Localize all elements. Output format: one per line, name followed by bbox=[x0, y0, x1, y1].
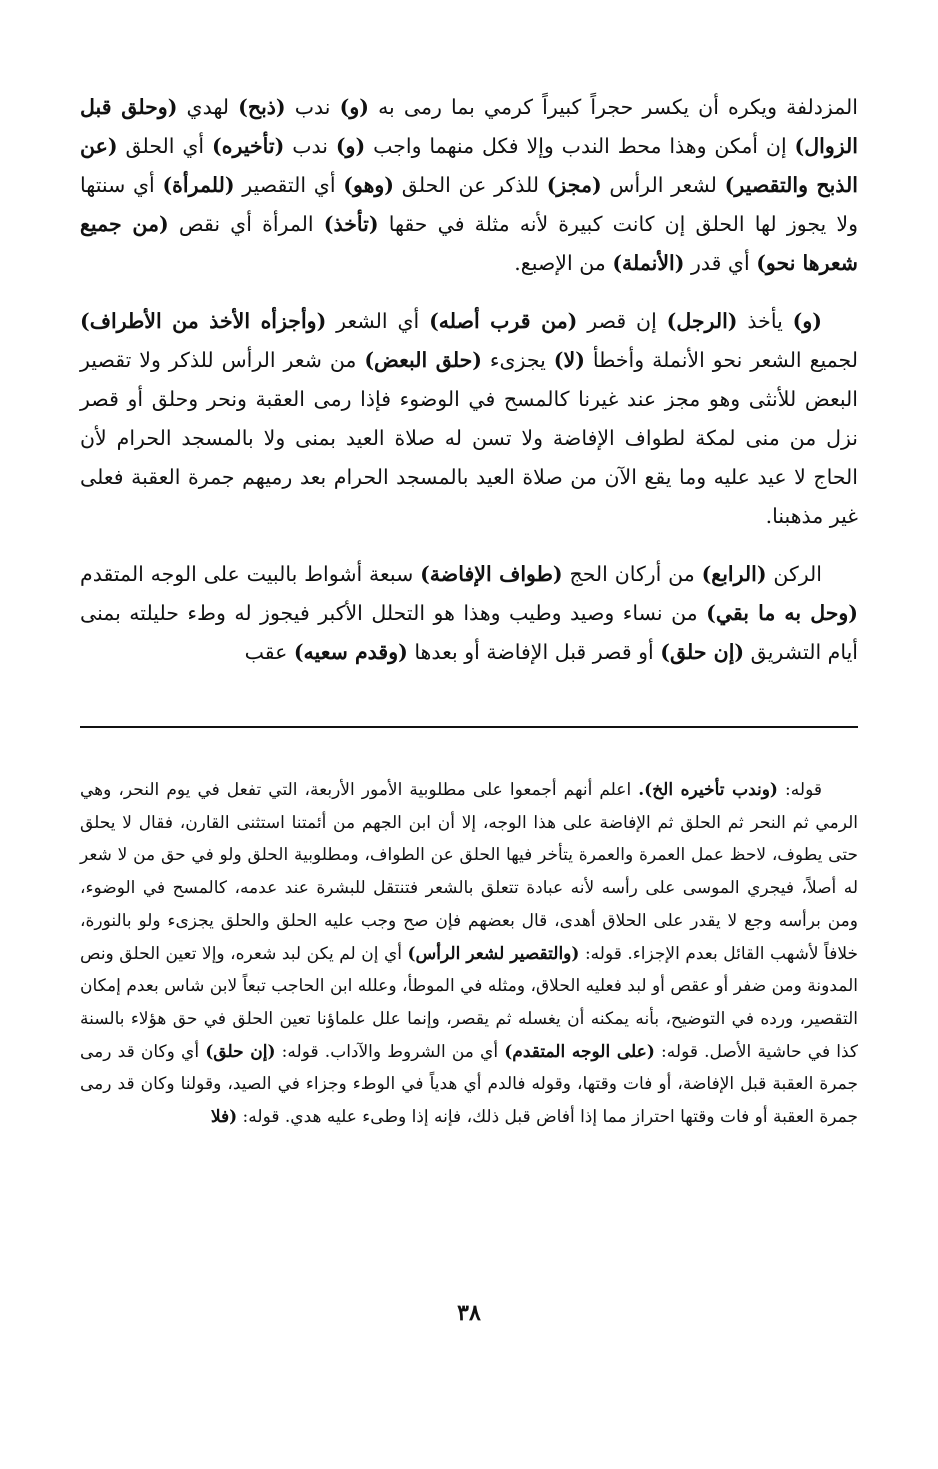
text-run: أي إن لم يكن لبد شعره، وإلا تعين الحلق ونص المدونة ومن ضفر أو عقص أو لبد فعليه الحلاق، ومثله في الموطأ، وعلله ابن الحاجب تبعاً لابن شاس بعدم إمكان التقصير، ورده في التوضيح، بأنه يمكنه أن يغسله ثم يقصر، وإنما علل علماؤنا تعين الحلق في حق هؤلاء بالسنة كذا في حاشية الأصل. قوله: bbox=[80, 943, 858, 1062]
text-run: يجزىء bbox=[481, 348, 554, 372]
text-run: أي وكان قد رمى جمرة العقبة قبل الإفاضة، أو فات وقتها، وقوله فالدم أي هدياً في الوطء وجزاء في الصيد، وقولنا وكان قد رمى جمرة العقبة أو فات وقتها احتراز مما إذا أفاض قبل ذلك، فإنه إذا وطىء عليه هدي. قوله: bbox=[80, 1041, 858, 1128]
text-run: أي التقصير bbox=[234, 173, 344, 197]
text-run: عقب bbox=[244, 640, 294, 664]
text-run: لجميع الشعر نحو الأنملة وأخطأ bbox=[584, 348, 858, 372]
text-run: المزدلفة ويكره أن يكسر حجراً كبيراً كرمي بما رمى به bbox=[368, 95, 858, 119]
bold-text-run: (لا) bbox=[553, 348, 585, 372]
text-run: ندب bbox=[284, 134, 336, 158]
text-run: أي الشعر bbox=[326, 309, 430, 333]
text-run: للذكر عن الحلق bbox=[393, 173, 547, 197]
bold-text-run: (و) bbox=[335, 134, 366, 158]
footnote-separator bbox=[80, 726, 858, 728]
bold-text-run: (من قرب أصله) bbox=[429, 309, 578, 333]
text-run: قوله: bbox=[777, 780, 822, 800]
bold-text-run: (وحلق قبل الزوال) bbox=[80, 95, 858, 158]
text-run: ندب bbox=[285, 95, 340, 119]
bold-text-run: (الأنملة) bbox=[612, 251, 685, 275]
text-run: من نساء وصيد وطيب وهذا هو التحلل الأكبر فيجوز له وطء حليلته بمنى أيام التشريق bbox=[80, 601, 858, 664]
bold-text-run: (و) bbox=[339, 95, 369, 119]
text-run: الركن bbox=[766, 562, 823, 586]
text-run: أي الحلق bbox=[117, 134, 213, 158]
footnote-section bbox=[80, 774, 858, 1134]
bold-text-run: (وقدم سعيه) bbox=[293, 640, 408, 664]
text-run: أي من الشروط والآداب. قوله: bbox=[275, 1041, 505, 1062]
bold-text-run: (على الوجه المتقدم) bbox=[504, 1041, 655, 1062]
footnote-paragraph bbox=[80, 774, 858, 1134]
page-number: ٣٨ bbox=[457, 1300, 481, 1326]
bold-text-run: (طواف الإفاضة) bbox=[420, 562, 563, 586]
text-run: لشعر الرأس bbox=[601, 173, 725, 197]
bold-text-run: (حلق البعض) bbox=[364, 348, 482, 372]
bold-text-run: (للمرأة) bbox=[162, 173, 235, 197]
text-run: اعلم أنهم أجمعوا على مطلوبية الأمور الأربعة، التي تفعل في يوم النحر، وهي الرمي ثم النحر ثم الحلق ثم الإفاضة على هذا الوجه، إلا أن ابن الجهم من أئمتنا استثنى القارن، فقال لا يحلق حتى يطوف، لاحظ عمل العمرة والعمرة يتأخر فيها الحلق عن الطواف، ومطلوبية الحلق ولو في حق من لا شعر له أصلاً، فيجري الموسى على رأسه لأنه عبادة تتعلق بالشعر فتنتقل للبشرة عند عدمه، كالمسح في الوضوء، ومن برأسه وجع لا يقدر على الحلاق أهدى، قال بعضهم فإن صح وجب عليه الحلق والحلق يجزىء ولو بالنورة، خلافاً لأشهب القائل بعدم الإجزاء. قوله: bbox=[80, 780, 858, 964]
text-run: أي قدر bbox=[684, 251, 757, 275]
bold-text-run: (والتقصير لشعر الرأس) bbox=[407, 943, 580, 964]
text-run: المرأة أي نقص bbox=[168, 212, 324, 236]
main-paragraph-2 bbox=[80, 302, 858, 536]
bold-text-run: (و) bbox=[792, 309, 822, 333]
bold-text-run: (ذبح) bbox=[238, 95, 286, 119]
text-run: لهدي bbox=[177, 95, 239, 119]
text-run: سبعة أشواط بالبيت على الوجه المتقدم bbox=[80, 562, 421, 586]
bold-text-run: (من جميع شعرها نحو) bbox=[80, 212, 858, 275]
text-run: يأخذ bbox=[737, 309, 793, 333]
bold-text-run: (الرابع) bbox=[701, 562, 767, 586]
text-run: إن أمكن وهذا محط الندب وإلا فكل منهما واجب bbox=[365, 134, 795, 158]
bold-text-run: (وأجزأه الأخذ من الأطراف) bbox=[80, 309, 327, 333]
text-run: من الإصبع. bbox=[514, 251, 613, 275]
main-paragraph-1 bbox=[80, 88, 858, 283]
main-text bbox=[80, 88, 858, 691]
bold-text-run: (إن حلق) bbox=[660, 640, 745, 664]
text-run: إن قصر bbox=[577, 309, 667, 333]
text-run: أو قصر قبل الإفاضة أو بعدها bbox=[407, 640, 661, 664]
bold-text-run: (مجز) bbox=[546, 173, 602, 197]
bold-text-run: (تأخيره) bbox=[212, 134, 285, 158]
text-run: من شعر الرأس للذكر ولا تقصير البعض للأنثى وهو مجز عند غيرنا كالمسح في الوضوء فإذا رمى العقبة ونحر وحلق أو قصر نزل من منى لمكة لطواف الإفاضة ولا تسن له صلاة العيد بمنى ولا بالمسجد الحرام لأن الحاج لا عيد عليه وما يقع الآن من صلاة العيد بالمسجد الحرام بعد رميهم جمرة العقبة فعلى غير مذهبنا. bbox=[80, 348, 858, 528]
bold-text-run: (فلا bbox=[210, 1107, 238, 1128]
text-run: من أركان الحج bbox=[562, 562, 702, 586]
text-run: أي سنتها ولا يجوز لها الحلق إن كانت كبيرة لأنه مثلة في حقها bbox=[80, 173, 858, 236]
bold-text-run: (وحل به ما بقي) bbox=[706, 601, 858, 625]
main-paragraph-3 bbox=[80, 555, 858, 672]
bold-text-run: (الرجل) bbox=[666, 309, 738, 333]
bold-text-run: (إن حلق) bbox=[205, 1041, 276, 1062]
bold-text-run: (وهو) bbox=[343, 173, 394, 197]
bold-text-run: (تأخذ) bbox=[323, 212, 379, 236]
bold-text-run: (وندب تأخيره الخ). bbox=[638, 780, 778, 800]
bold-text-run: (عن الذبح والتقصير) bbox=[80, 134, 859, 197]
